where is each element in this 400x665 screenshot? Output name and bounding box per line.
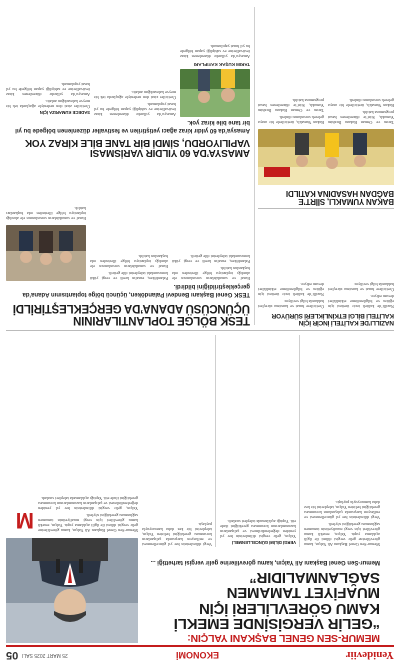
lead-headline-line: KAMU GÖREVLİLERİ İÇİN [199, 599, 380, 617]
lead-subhead: VERGİ DİLİMİ GÜNCELLENMELİ [232, 540, 296, 545]
amasya-paragraph: Amasya’da yıllardır düzenlenen kiraz festivallerine ev sahipliği yapan bölgede bu yıl hasat yapılamadı. [6, 82, 90, 97]
section-label: EKONOMİ [175, 650, 219, 660]
lead-paragraph: Vergi dilimlerinin her yıl güncellenmesi ve enflasyon karşısında çalışanların korunması gerektiğini belirten Yalçın, taleplerini bir kez daha kamuoyuyla paylaştı. [142, 522, 212, 547]
tesk-paragraph: Palandöken, esnafın kredi ve vergi yükü konusundaki taleplerini dile getirdi. [90, 271, 168, 281]
yumakli-body-column [258, 7, 324, 125]
lead-paragraph: Yalçın, gelir vergisi dilimlerinin her yıl yeniden değerlendirilmesi ve çalışanların kazanımlarının korunması gerektiğini ifade etti. Yaptığı açıklamada talepleri sıraladı. [38, 496, 138, 511]
nazilli-headline [258, 312, 394, 325]
amasya-headline [6, 137, 250, 157]
lead-photo [6, 538, 138, 643]
tesk-headline-line: ÜÇÜNCÜSÜ ADANA’DA GERÇEKLEŞTİRİLDİ [12, 302, 250, 315]
amasya-headline-line: AMASYA’DA 60 YILDIR VARİSMASI [90, 147, 250, 158]
nazilli-paragraph: Üreticilere hasat ve kurutma süreçleri hakkında bilgi veriliyor. [258, 299, 324, 309]
yumakli-photo [258, 129, 394, 185]
column-rule [254, 7, 255, 325]
story-divider [258, 208, 394, 209]
amasya-paragraph: Üreticiler zirai don nedeniyle ağaçlarda tek bir meyve kalmadığını anlattı. [94, 90, 176, 100]
lead-paragraph: Yalçın, gelir vergisi dilimlerinin her yıl yeniden değerlendirilmesi ve çalışanların kazanımlarının korunması gerektiğini ifade etti. Yaptığı açıklamada talepleri sıraladı. [220, 519, 296, 539]
tesk-body-column [90, 161, 168, 281]
lead-body-column [142, 335, 212, 547]
amasya-caption: TARIM KUŞAK KAYIPLARI [193, 62, 250, 67]
tesk-spot: TESK Genel Başkanı Bendevi Palandöken, üçüncü bölge toplantısının Adana’da gerçekleştirildiğini bildirdi. [22, 283, 250, 297]
column-rule [299, 335, 300, 547]
tesk-photo [6, 225, 86, 281]
amasya-paragraph: Amasya’da yıllardır düzenlenen kiraz festivallerine ev sahipliği yapan bölgede bu yıl hasat yapılamadı. [180, 44, 250, 59]
tesk-paragraph: Esnaf ve sanatkârların sorunlarının ele alındığı toplantıya bölge illerinden oda başkanları katıldı. [6, 206, 86, 221]
yumakli-paragraph: Bakan Yumaklı, üreticilerle bir araya gelerek sorunlarını dinledi. [258, 115, 324, 125]
page-number: 05 [6, 649, 19, 661]
amasya-subhead: SADECE KUMARIZA İÇİN [39, 110, 90, 115]
amasya-paragraph: Üreticiler zirai don nedeniyle ağaçlarda tek bir meyve kalmadığını anlattı. [6, 99, 90, 109]
nazilli-paragraph: Nazilli’de kaliteli incir üretimi için eğitim ve bilgilendirme etkinlikleri devam ediyor. [258, 282, 324, 297]
tesk-paragraph: Esnaf ve sanatkârların sorunlarının ele alındığı toplantıya bölge illerinden oda başkanları katıldı. [172, 266, 250, 281]
tesk-body-column [172, 161, 250, 281]
yumakli-headline-line: BAĞDAN HASADINA KATILDI [286, 188, 394, 198]
nazilli-body-column [258, 213, 324, 309]
lead-paragraph: Vergi dilimlerinin her yıl güncellenmesi ve enflasyon karşısında çalışanların korunması gerektiğini belirten Yalçın, taleplerini bir kez daha kamuoyuyla paylaştı. [304, 500, 380, 520]
story-divider [6, 330, 394, 331]
amasya-headline-line: VAPILIYORDU, SİMDİ BİR TANE BİLE KİRAZ YOK [25, 136, 250, 148]
tesk-headline [6, 302, 250, 325]
nazilli-body-column [328, 213, 394, 309]
yumakli-paragraph: Tarım ve Orman Bakanı İbrahim Yumaklı, Siirt’te düzenlenen hasat programına katıldı. [258, 98, 324, 113]
amasya-paragraph: Amasya’da yıllardır düzenlenen kiraz festivallerine ev sahipliği yapan bölgede bu yıl hasat yapılamadı. [94, 102, 176, 117]
masthead-logo: Yenideviir [345, 649, 394, 661]
yumakli-paragraph: Tarım ve Orman Bakanı İbrahim Yumaklı, Siirt’te düzenlenen hasat programına katıldı. [328, 110, 394, 125]
lead-body-column [38, 335, 138, 533]
page-header [6, 645, 394, 661]
lead-photo-image [6, 538, 138, 643]
yumakli-paragraph: Bakan Yumaklı, üreticilerle bir araya gelerek sorunlarını dinledi. [328, 98, 394, 108]
lead-kicker: MEMUR-SEN GENEL BAŞKANI YALÇIN: [187, 632, 380, 644]
lead-body-column [220, 335, 296, 547]
lead-headline-line: “GELİR VERGİSİNDE EMEKLİ [173, 615, 380, 632]
amasya-spot: Amasya’da 60 yıldır kiraz ağacı yetiştirilen ve festivaller düzenlenen bölgede bu yıl bir tane bile kiraz yok. [15, 119, 250, 133]
tesk-paragraph: Palandöken, esnafın kredi ve vergi yükü konusundaki taleplerini dile getirdi. [172, 254, 250, 264]
tesk-body-column [6, 161, 86, 221]
column-rule [215, 335, 216, 547]
tesk-paragraph: Esnaf ve sanatkârların sorunlarının ele alındığı toplantıya bölge illerinden oda başkanları katıldı. [90, 254, 168, 269]
amasya-body-column [94, 7, 176, 117]
lead-headline-line: SAĞLANMALIDIR” [249, 569, 380, 587]
lead-headline-line: MUAFİYET TAMAMEN [226, 584, 380, 602]
lead-paragraph: Memur-Sen Genel Başkanı Ali Yalçın, kamu görevlilerine gelir vergisi dilimi ile ilgili açıklama yaptı. Yalçın, emekli kamu görevlileri için vergi muafiyetinin tamamen sağlanması gerektiğini söyledi. [38, 513, 138, 533]
tesk-headline-line: TESK BÖLGE TOPLANTILARININ [73, 314, 250, 326]
yumakli-photo-image [258, 129, 394, 185]
nazilli-headline-line: KALİTELİ BİLGİ ETKİNLİKLERİ SÜRÜYOR [271, 312, 394, 320]
yumakli-body-column [328, 7, 394, 125]
yumakli-headline-line: BAKAN YUMAKLI, SİİRT’E [298, 197, 394, 206]
amasya-body-column [180, 7, 250, 59]
nazilli-headline-line: NAZILLI’DE KALİTELİ İNCİR İÇİN [298, 319, 394, 326]
nazilli-paragraph: Üreticilere hasat ve kurutma süreçleri hakkında bilgi veriliyor. [328, 282, 394, 292]
lead-spot: Memur-Sen Genel Başkanı Ali Yalçın, kamu görevlilerine gelir vergisi tarhettiği ... [150, 559, 380, 565]
lead-drop-cap: M [15, 508, 34, 533]
tesk-photo-image [6, 225, 86, 281]
lead-body-column [304, 335, 380, 547]
issue-date: 25 MART 2025 SALI [22, 652, 68, 658]
lead-headline [144, 570, 380, 631]
amasya-photo [180, 69, 250, 117]
nazilli-paragraph: Nazilli’de kaliteli incir üretimi için eğitim ve bilgilendirme etkinlikleri devam ediyor. [328, 294, 394, 309]
lead-paragraph: Memur-Sen Genel Başkanı Ali Yalçın, kamu görevlilerine gelir vergisi dilimi ile ilgili açıklama yaptı. Yalçın, emekli kamu görevlileri için vergi muafiyetinin tamamen sağlanması gerektiğini söyledi. [304, 522, 380, 547]
yumakli-headline [258, 189, 394, 205]
amasya-body-column [6, 7, 90, 117]
amasya-photo-image [180, 69, 250, 117]
